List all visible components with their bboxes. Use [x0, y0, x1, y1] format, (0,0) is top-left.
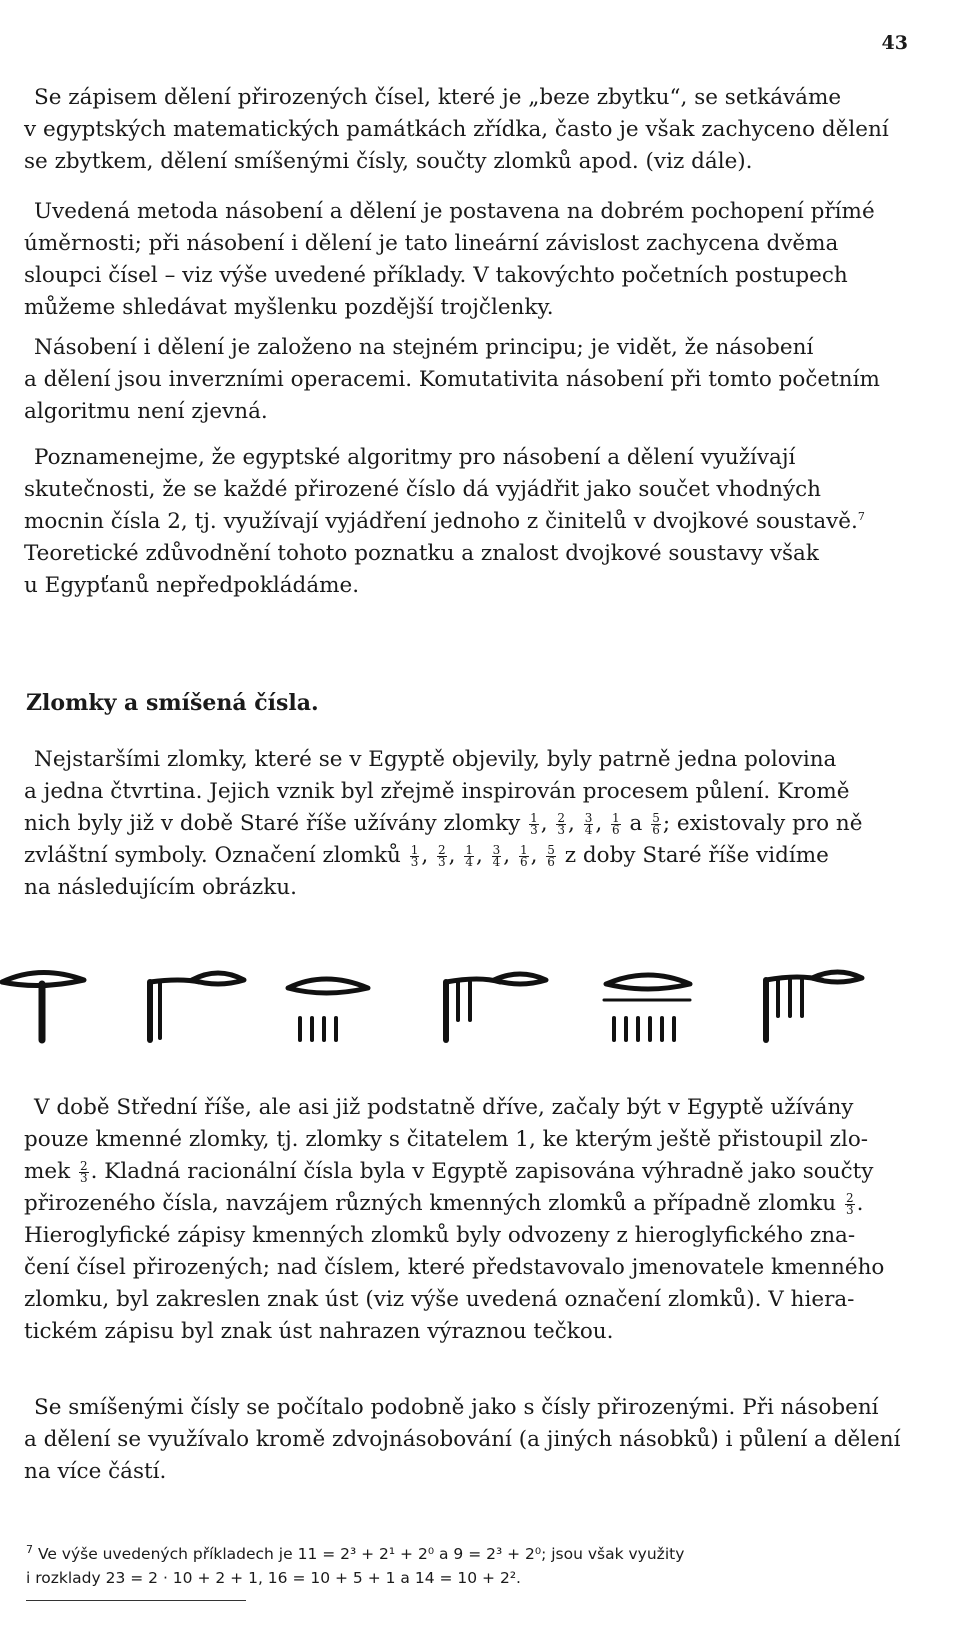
text-line: u Egypťanů nepředpokládáme. [24, 573, 360, 598]
text-line: úměrnosti; při násobení i dělení je tato lineární závislost zachycena dvěma [24, 231, 839, 256]
hieroglyph-fractions-figure [0, 960, 960, 1050]
text-line: můžeme shledávat myšlenku pozdější trojčlenky. [24, 295, 554, 320]
footnote-reference: 7 [857, 509, 865, 523]
fraction-numerator: 1 [519, 842, 528, 857]
fraction-numerator: 1 [530, 810, 538, 825]
hieroglyph-mouth-sign-with-five-strokes [766, 972, 862, 1040]
paragraph-3 [24, 332, 928, 428]
fraction-numerator: 1 [465, 842, 473, 857]
paragraph-2 [24, 196, 928, 324]
text-segment: přirozeného čísla, navzájem různých kmenných zlomků a případně zlomku [24, 1191, 837, 1216]
fraction-denominator: 4 [584, 822, 593, 837]
text-line: zlomku, byl zakreslen znak úst (viz výše uvedená označení zlomků). V hiera- [24, 1287, 855, 1312]
fraction [519, 842, 529, 869]
text-line: a jedna čtvrtina. Jejich vznik byl zřejmě inspirován procesem půlení. Kromě [24, 779, 850, 804]
fraction-denominator: 6 [652, 822, 660, 837]
footnote-text: Ve výše uvedených příkladech je 11 = 2³ + 2¹ + 2⁰ a 9 = 2³ + 2⁰; jsou však využity [37, 1545, 685, 1563]
text-segment: zvláštní symboly. Označení zlomků [24, 843, 401, 868]
paragraph-unit-fractions [24, 1092, 928, 1348]
page-number: 43 [881, 32, 908, 54]
hieroglyph-mouth-sign-with-three-strokes [446, 974, 546, 1040]
text-line: na více částí. [24, 1459, 167, 1484]
text-line: Se smíšenými čísly se počítalo podobně jako s čísly přirozenými. Při násobení [34, 1395, 879, 1420]
text-line: Hieroglyfické zápisy kmenných zlomků byly odvozeny z hieroglyfického zna- [24, 1223, 856, 1248]
hieroglyph-mouth-sign [2, 972, 84, 1040]
fraction [437, 842, 447, 869]
paragraph-mixed-numbers [24, 1392, 928, 1488]
text-line: a dělení se využívalo kromě zdvojnásobování (a jiných násobků) i půlení a dělení [24, 1427, 901, 1452]
fraction-numerator: 5 [652, 810, 660, 825]
fraction-denominator: 3 [79, 1170, 88, 1185]
fraction-denominator: 6 [547, 854, 555, 869]
fraction-numerator: 3 [492, 842, 501, 857]
fraction-numerator: 5 [547, 842, 555, 857]
text-line-content: mocnin čísla 2, tj. využívají vyjádření jednoho z činitelů v dvojkové soustavě. [24, 509, 858, 534]
fraction [651, 810, 661, 837]
text-line: a dělení jsou inverzními operacemi. Komutativita násobení při tomto početním [24, 367, 880, 392]
fraction [410, 842, 420, 869]
fraction-numerator: 1 [410, 842, 419, 857]
text-line: V době Střední říše, ale asi již podstatně dříve, začaly být v Egyptě užívány [34, 1095, 854, 1120]
text-segment: ; existovaly pro ně [662, 811, 863, 836]
text-line: Se zápisem dělení přirozených čísel, které je „beze zbytku“, se setkáváme [34, 85, 842, 110]
text-line: čení čísel přirozených; nad číslem, které představovalo jmenovatele kmenného [24, 1255, 885, 1280]
text-segment: z doby Staré říše vidíme [564, 843, 829, 868]
fraction [546, 842, 556, 869]
paragraph-1 [24, 82, 928, 178]
fraction-denominator: 4 [465, 854, 473, 869]
text-line: sloupci čísel – viz výše uvedené příklady. V takovýchto početních postupech [24, 263, 848, 288]
fraction [556, 810, 566, 837]
text-segment: mek [24, 1159, 71, 1184]
fraction-denominator: 6 [519, 854, 528, 869]
text-line: zvláštní symboly. Označení zlomků $\frac{1}{3}$ , $\frac{2}{3}$ , $\frac{1}{4}$ , $\frac{3}{4}$ , $\frac{1}{6}$ , $\frac{5}{6}$ z doby Staré říše vidíme [24, 842, 829, 869]
footnote-line: i rozklady 23 = 2 · 10 + 2 + 1, 16 = 10 + 5 + 1 a 14 = 10 + 2². [26, 1569, 521, 1587]
text-line: v egyptských matematických památkách zřídka, často je však zachyceno dělení [24, 117, 889, 142]
fraction-numerator: 2 [79, 1158, 88, 1173]
text-segment: . Kladná racionální čísla byla v Egyptě zapisována výhradně jako součty [90, 1159, 874, 1184]
footnote-mark: 7 [26, 1542, 33, 1556]
fraction [79, 1158, 89, 1185]
text-line [24, 1188, 928, 1220]
text-segment: nich byly již v době Staré říše užívány zlomky [24, 811, 521, 836]
fraction-numerator: 2 [438, 842, 446, 857]
footnote-divider [26, 1600, 246, 1601]
text-line: tickém zápisu byl znak úst nahrazen výraznou tečkou. [24, 1319, 614, 1344]
fraction-denominator: 3 [410, 854, 419, 869]
fraction-denominator: 6 [612, 822, 620, 837]
fraction [584, 810, 594, 837]
paragraph-4 [24, 442, 928, 602]
text-segment: a [629, 811, 643, 836]
fraction-denominator: 3 [530, 822, 538, 837]
fraction [492, 842, 502, 869]
text-line: algoritmu není zjevná. [24, 399, 268, 424]
fraction [611, 810, 621, 837]
fraction-denominator: 3 [557, 822, 566, 837]
hieroglyph-mouth-sign-with-four-strokes [288, 979, 368, 1040]
text-line: Nejstaršími zlomky, které se v Egyptě objevily, byly patrně jedna polovina [34, 747, 837, 772]
fraction-numerator: 3 [584, 810, 593, 825]
text-line: na následujícím obrázku. [24, 875, 297, 900]
text-line: nich byly již v době Staré říše užívány zlomky $\frac{1}{3}$ , $\frac{2}{3}$ , $\frac{3}{4}$ , $\frac{1}{6}$ a $\frac{5}{6}$ ; existovaly pro ně [24, 810, 863, 837]
paragraph-fractions [24, 744, 928, 904]
fraction-denominator: 3 [438, 854, 446, 869]
section-heading: Zlomky a smíšená čísla. [26, 690, 319, 716]
fraction-denominator: 3 [845, 1202, 854, 1217]
text-line: skutečnosti, že se každé přirozené číslo dá vyjádřit jako součet vhodných [24, 477, 822, 502]
fraction [529, 810, 539, 837]
fraction-numerator: 2 [845, 1190, 854, 1205]
hieroglyph-mouth-sign-with-two-strokes [150, 973, 244, 1040]
text-line: Teoretické zdůvodnění tohoto poznatku a znalost dvojkové soustavy však [24, 541, 819, 566]
text-segment: . [856, 1191, 864, 1216]
fraction [845, 1190, 855, 1217]
fraction-denominator: 4 [492, 854, 501, 869]
fraction [464, 842, 474, 869]
footnote [26, 1542, 930, 1590]
text-line: Násobení i dělení je založeno na stejném principu; je vidět, že násobení [34, 335, 814, 360]
text-line [24, 506, 928, 538]
fraction-numerator: 1 [612, 810, 620, 825]
footnote-line [26, 1542, 930, 1566]
hieroglyph-mouth-sign-with-six-strokes [604, 975, 690, 1040]
text-line: Uvedená metoda násobení a dělení je postavena na dobrém pochopení přímé [34, 199, 875, 224]
text-line: Poznamenejme, že egyptské algoritmy pro násobení a dělení využívají [34, 445, 796, 470]
text-line: se zbytkem, dělení smíšenými čísly, součty zlomků apod. (viz dále). [24, 149, 753, 174]
fraction-numerator: 2 [557, 810, 566, 825]
text-line: pouze kmenné zlomky, tj. zlomky s čitatelem 1, ke kterým ještě přistoupil zlo- [24, 1127, 869, 1152]
text-line [24, 1156, 928, 1188]
